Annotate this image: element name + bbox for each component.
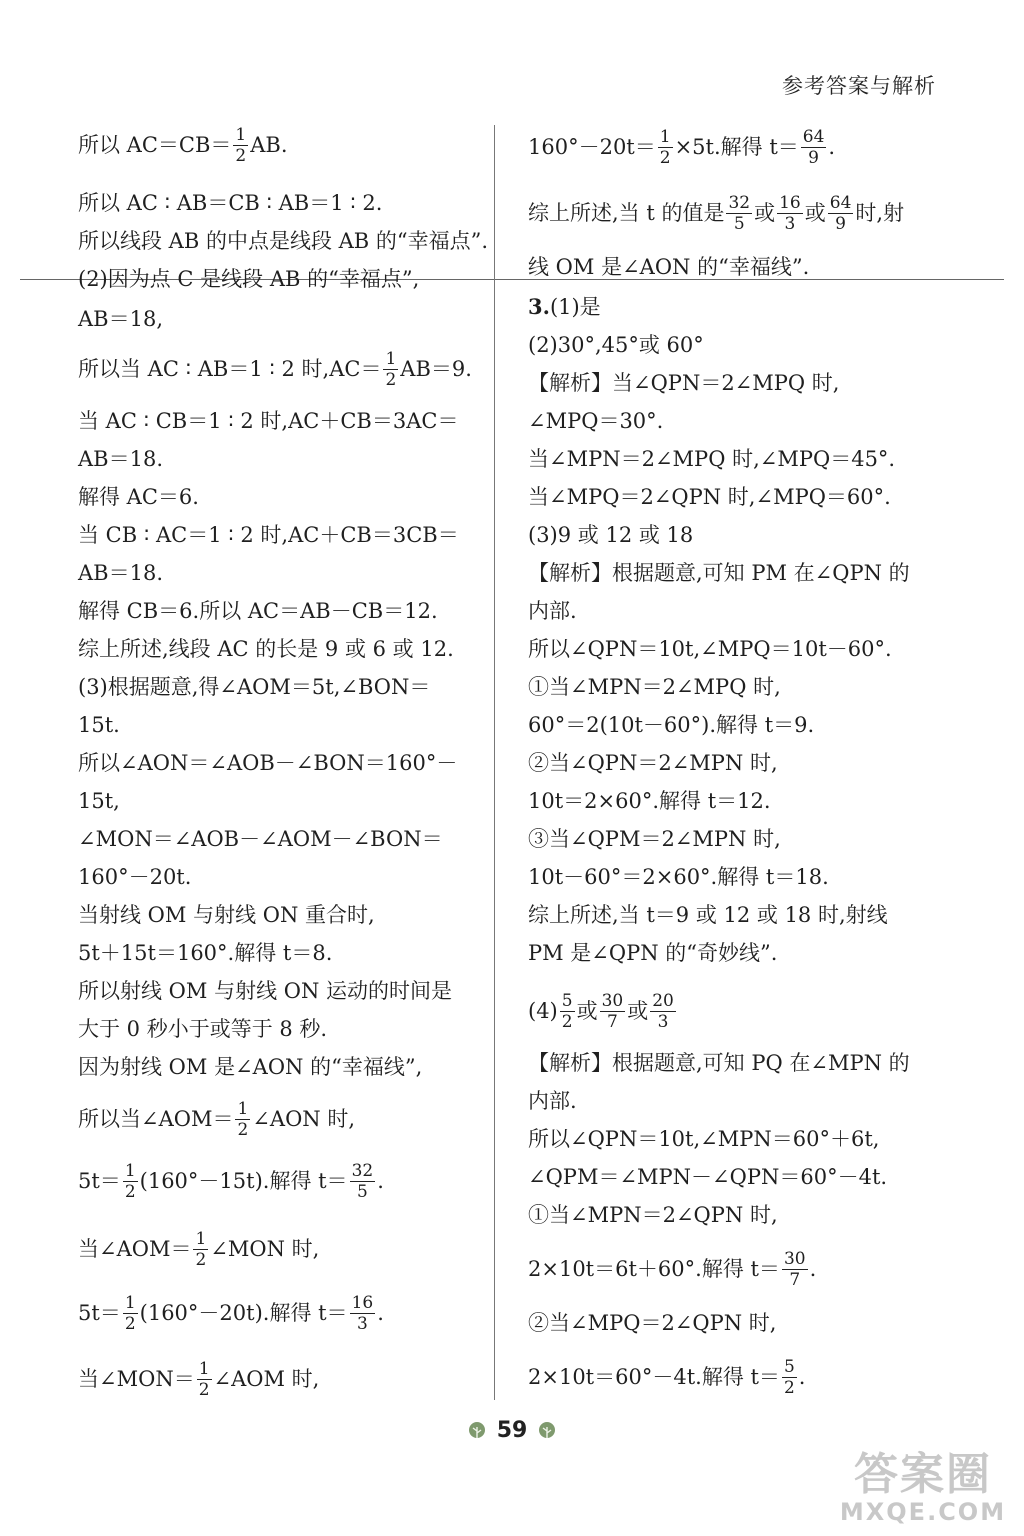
text-run: 【解析】当∠QPN＝2∠MPQ 时, xyxy=(528,371,840,395)
text-line xyxy=(78,976,452,1006)
fraction xyxy=(235,1099,250,1140)
text-line xyxy=(528,1308,776,1338)
fraction-numerator: 64 xyxy=(829,192,852,213)
header-title: 参考答案与解析 xyxy=(782,74,936,98)
text-line xyxy=(78,1228,320,1270)
text-run: 当 AC ∶ CB＝1 ∶ 2 时,AC＋CB＝3AC＝ xyxy=(78,409,459,433)
text-run: 【解析】根据题意,可知 PQ 在∠MPN 的 xyxy=(528,1051,910,1075)
text-run: 15t. xyxy=(78,713,120,737)
fraction-denominator: 3 xyxy=(657,1011,669,1032)
text-run: 或 xyxy=(627,999,649,1023)
fraction xyxy=(383,349,398,390)
text-run: . xyxy=(809,1257,817,1281)
text-run: 【解析】根据题意,可知 PM 在∠QPN 的 xyxy=(528,561,910,585)
fraction-denominator: 2 xyxy=(235,145,247,166)
watermark-line2: MXQE.COM xyxy=(839,1498,1007,1526)
text-run: 解得 CB＝6.所以 AC＝AB－CB＝12. xyxy=(78,599,438,623)
text-line xyxy=(528,1248,817,1290)
text-run: . xyxy=(798,1365,806,1389)
fraction xyxy=(782,1357,797,1398)
text-run: 所以当∠AOM＝ xyxy=(78,1107,234,1131)
fraction-denominator: 2 xyxy=(195,1249,207,1270)
fraction-numerator: 1 xyxy=(385,348,397,369)
text-run: ∠AON 时, xyxy=(252,1107,356,1131)
fraction-denominator: 2 xyxy=(237,1119,249,1140)
text-run: (3)根据题意,得∠AOM＝5t,∠BON＝ xyxy=(78,675,431,699)
text-run: 线 OM 是∠AON 的“幸福线”. xyxy=(528,255,810,279)
text-line xyxy=(528,990,678,1032)
text-line xyxy=(78,748,457,778)
text-line xyxy=(528,368,839,398)
fraction xyxy=(350,1293,376,1334)
fraction-numerator: 1 xyxy=(198,1358,210,1379)
text-run: 当射线 OM 与射线 ON 重合时, xyxy=(78,903,375,927)
text-run: (1)是 xyxy=(549,295,601,319)
fraction xyxy=(233,125,248,166)
text-run: AB＝18, xyxy=(78,307,163,331)
text-line xyxy=(528,1048,910,1078)
fraction xyxy=(782,1249,808,1290)
fraction-denominator: 5 xyxy=(733,213,745,234)
fraction-denominator: 7 xyxy=(789,1269,801,1290)
text-run: ∠MON＝∠AOB－∠AOM－∠BON＝ xyxy=(78,827,443,851)
fraction-numerator: 32 xyxy=(351,1160,374,1181)
text-line xyxy=(78,124,288,166)
text-run: (2)30°,45°或 60° xyxy=(528,333,704,357)
text-run: 所以 AC＝CB＝ xyxy=(78,133,232,157)
text-line xyxy=(528,596,577,626)
text-run: 解得 AC＝6. xyxy=(78,485,199,509)
text-line xyxy=(528,824,781,854)
text-line xyxy=(78,938,332,968)
text-line xyxy=(78,710,120,740)
text-run: 当∠MPN＝2∠MPQ 时,∠MPQ＝45°. xyxy=(528,447,896,471)
text-line xyxy=(78,1052,422,1082)
fraction-numerator: 1 xyxy=(124,1292,136,1313)
text-line xyxy=(78,226,488,256)
text-line xyxy=(78,1292,384,1334)
fraction-denominator: 9 xyxy=(808,147,819,168)
text-line xyxy=(528,126,836,168)
text-line xyxy=(528,634,892,664)
text-line xyxy=(528,786,771,816)
text-run: (3)9 或 12 或 18 xyxy=(528,523,694,547)
text-line xyxy=(78,1358,320,1400)
text-run: ×5t.解得 t＝ xyxy=(674,135,799,159)
text-line xyxy=(528,672,781,702)
text-run: 10t＝2×60°.解得 t＝12. xyxy=(528,789,771,813)
fraction-denominator: 3 xyxy=(356,1313,368,1334)
text-line xyxy=(528,482,891,512)
text-run: ③当∠QPM＝2∠MPN 时, xyxy=(528,827,781,851)
fraction-numerator: 1 xyxy=(195,1228,207,1249)
fraction-numerator: 16 xyxy=(779,192,801,213)
fraction-numerator: 1 xyxy=(124,1160,136,1181)
text-run: 160°－20t＝ xyxy=(528,135,656,159)
fraction xyxy=(801,127,827,168)
fraction xyxy=(777,193,803,234)
text-line xyxy=(528,1124,879,1154)
text-run: ①当∠MPN＝2∠MPQ 时, xyxy=(528,675,781,699)
fraction-denominator: 3 xyxy=(784,213,796,234)
text-run: AB＝9. xyxy=(400,357,472,381)
fraction xyxy=(658,127,673,168)
fraction-denominator: 7 xyxy=(606,1011,618,1032)
text-run: (160°－20t).解得 t＝ xyxy=(139,1301,348,1325)
fraction-denominator: 5 xyxy=(356,1181,368,1202)
text-line xyxy=(78,348,472,390)
text-line xyxy=(78,558,163,588)
text-line xyxy=(528,252,809,282)
page-number: 59 xyxy=(496,1418,528,1443)
text-line xyxy=(528,938,777,968)
fraction-numerator: 5 xyxy=(783,1356,795,1377)
text-line xyxy=(528,444,895,474)
fraction-numerator: 1 xyxy=(235,124,247,145)
text-run: 5t＝ xyxy=(78,1301,121,1325)
text-run: . xyxy=(377,1169,384,1193)
fraction xyxy=(193,1229,208,1270)
fraction-numerator: 64 xyxy=(802,126,825,147)
text-line xyxy=(78,900,375,930)
text-line xyxy=(528,292,601,322)
text-run: 所以射线 OM 与射线 ON 运动的时间是 xyxy=(78,979,453,1003)
text-line xyxy=(78,304,163,334)
text-run: 当∠MPQ＝2∠QPN 时,∠MPQ＝60°. xyxy=(528,485,891,509)
fraction-numerator: 30 xyxy=(783,1248,806,1269)
text-line xyxy=(528,900,888,930)
fraction-denominator: 2 xyxy=(124,1181,136,1202)
text-run: 综上所述,当 t 的值是 xyxy=(528,201,725,225)
text-line xyxy=(528,330,704,360)
text-run: ②当∠MPQ＝2∠QPN 时, xyxy=(528,1311,777,1335)
fraction-denominator: 2 xyxy=(124,1313,136,1334)
text-run: ∠AOM 时, xyxy=(213,1367,320,1391)
fraction-denominator: 2 xyxy=(198,1379,210,1400)
fraction xyxy=(828,193,854,234)
text-run: 当∠MON＝ xyxy=(78,1367,195,1391)
text-run: 因为射线 OM 是∠AON 的“幸福线”, xyxy=(78,1055,423,1079)
leaf-icon xyxy=(537,1421,557,1441)
text-line xyxy=(528,558,910,588)
leaf-icon xyxy=(467,1421,487,1441)
text-run: AB＝18. xyxy=(78,561,163,585)
fraction xyxy=(123,1293,138,1334)
text-run: 内部. xyxy=(528,599,577,623)
text-run: 60°＝2(10t－60°).解得 t＝9. xyxy=(528,713,815,737)
watermark-logo xyxy=(838,1448,1008,1528)
text-line xyxy=(528,520,693,550)
text-run: 综上所述,线段 AC 的长是 9 或 6 或 12. xyxy=(78,637,454,661)
text-line xyxy=(528,1162,887,1192)
text-run: AB. xyxy=(250,133,288,157)
fraction-denominator: 2 xyxy=(783,1377,795,1398)
text-run: . xyxy=(828,135,836,159)
text-run: 5t＝ xyxy=(78,1169,121,1193)
text-run: 15t, xyxy=(78,789,120,813)
text-line xyxy=(528,748,778,778)
text-run: (2)因为点 C 是线段 AB 的“幸福点”, xyxy=(78,267,420,291)
text-line xyxy=(78,1098,356,1140)
text-run: 10t－60°＝2×60°.解得 t＝18. xyxy=(528,865,829,889)
text-run: 或 xyxy=(576,999,598,1023)
text-run: 2×10t＝60°－4t.解得 t＝ xyxy=(528,1365,780,1389)
text-line xyxy=(78,444,163,474)
text-run: (160°－15t).解得 t＝ xyxy=(139,1169,348,1193)
text-run: 所以∠QPN＝10t,∠MPQ＝10t－60°. xyxy=(528,637,892,661)
text-run: 5t＋15t＝160°.解得 t＝8. xyxy=(78,941,333,965)
fraction-denominator: 2 xyxy=(561,1011,573,1032)
text-line xyxy=(78,862,191,892)
text-line xyxy=(78,672,430,702)
text-run: 当 CB ∶ AC＝1 ∶ 2 时,AC＋CB＝3CB＝ xyxy=(78,523,459,547)
text-run: 内部. xyxy=(528,1089,577,1113)
fraction-numerator: 1 xyxy=(237,1098,249,1119)
text-run: ②当∠QPN＝2∠MPN 时, xyxy=(528,751,778,775)
text-run: ∠QPM＝∠MPN－∠QPN＝60°－4t. xyxy=(528,1165,888,1189)
text-run: ∠MPQ＝30°. xyxy=(528,409,664,433)
fraction-numerator: 32 xyxy=(728,192,751,213)
text-run: 大于 0 秒小于或等于 8 秒. xyxy=(78,1017,328,1041)
fraction xyxy=(350,1161,376,1202)
text-run: PM 是∠QPN 的“奇妙线”. xyxy=(528,941,778,965)
watermark-line1: 答案圈 xyxy=(854,1449,992,1500)
text-line xyxy=(78,1014,327,1044)
fraction xyxy=(123,1161,138,1202)
text-run: 综上所述,当 t＝9 或 12 或 18 时,射线 xyxy=(528,903,888,927)
fraction-numerator: 5 xyxy=(561,990,573,1011)
text-line xyxy=(528,1086,577,1116)
fraction-denominator: 2 xyxy=(385,369,397,390)
fraction-numerator: 1 xyxy=(659,126,671,147)
fraction xyxy=(726,193,752,234)
text-run: ∠MON 时, xyxy=(210,1237,320,1261)
text-run: 或 xyxy=(804,201,826,225)
fraction xyxy=(197,1359,212,1400)
fraction xyxy=(560,991,575,1032)
fraction-numerator: 20 xyxy=(652,990,674,1011)
text-line xyxy=(78,786,120,816)
text-run: 所以∠AON＝∠AOB－∠BON＝160°－ xyxy=(78,751,458,775)
text-run: AB＝18. xyxy=(78,447,163,471)
fraction-denominator: 9 xyxy=(835,213,846,234)
text-line xyxy=(78,634,454,664)
text-line xyxy=(528,192,905,234)
text-run: 或 xyxy=(754,201,776,225)
question-number: 3. xyxy=(528,294,550,319)
text-run: 所以∠QPN＝10t,∠MPN＝60°＋6t, xyxy=(528,1127,880,1151)
fraction-denominator: 2 xyxy=(659,147,671,168)
text-run: 所以当 AC ∶ AB＝1 ∶ 2 时,AC＝ xyxy=(78,357,382,381)
fraction-numerator: 16 xyxy=(351,1292,374,1313)
text-line xyxy=(78,596,438,626)
text-run: 160°－20t. xyxy=(78,865,192,889)
text-line xyxy=(78,824,443,854)
text-line xyxy=(528,710,814,740)
fraction xyxy=(600,991,626,1032)
text-run: . xyxy=(377,1301,384,1325)
text-run: 时,射 xyxy=(855,201,905,225)
text-run: 当∠AOM＝ xyxy=(78,1237,192,1261)
text-line xyxy=(528,406,663,436)
text-line xyxy=(528,1356,806,1398)
fraction xyxy=(650,991,676,1032)
text-line xyxy=(78,188,382,218)
text-line xyxy=(78,406,458,436)
column-divider xyxy=(494,125,495,1400)
text-line xyxy=(78,482,199,512)
text-run: 2×10t＝6t＋60°.解得 t＝ xyxy=(528,1257,780,1281)
text-line xyxy=(78,520,459,550)
text-run: 所以线段 AB 的中点是线段 AB 的“幸福点”. xyxy=(78,229,489,253)
page-footer xyxy=(0,1418,1024,1443)
text-line xyxy=(528,1200,778,1230)
fraction-numerator: 30 xyxy=(601,990,624,1011)
text-run: (4) xyxy=(528,999,558,1023)
text-line xyxy=(78,264,419,294)
text-run: ①当∠MPN＝2∠QPN 时, xyxy=(528,1203,778,1227)
text-line xyxy=(78,1160,384,1202)
text-run: 所以 AC ∶ AB＝CB ∶ AB＝1 ∶ 2. xyxy=(78,191,383,215)
text-line xyxy=(528,862,829,892)
